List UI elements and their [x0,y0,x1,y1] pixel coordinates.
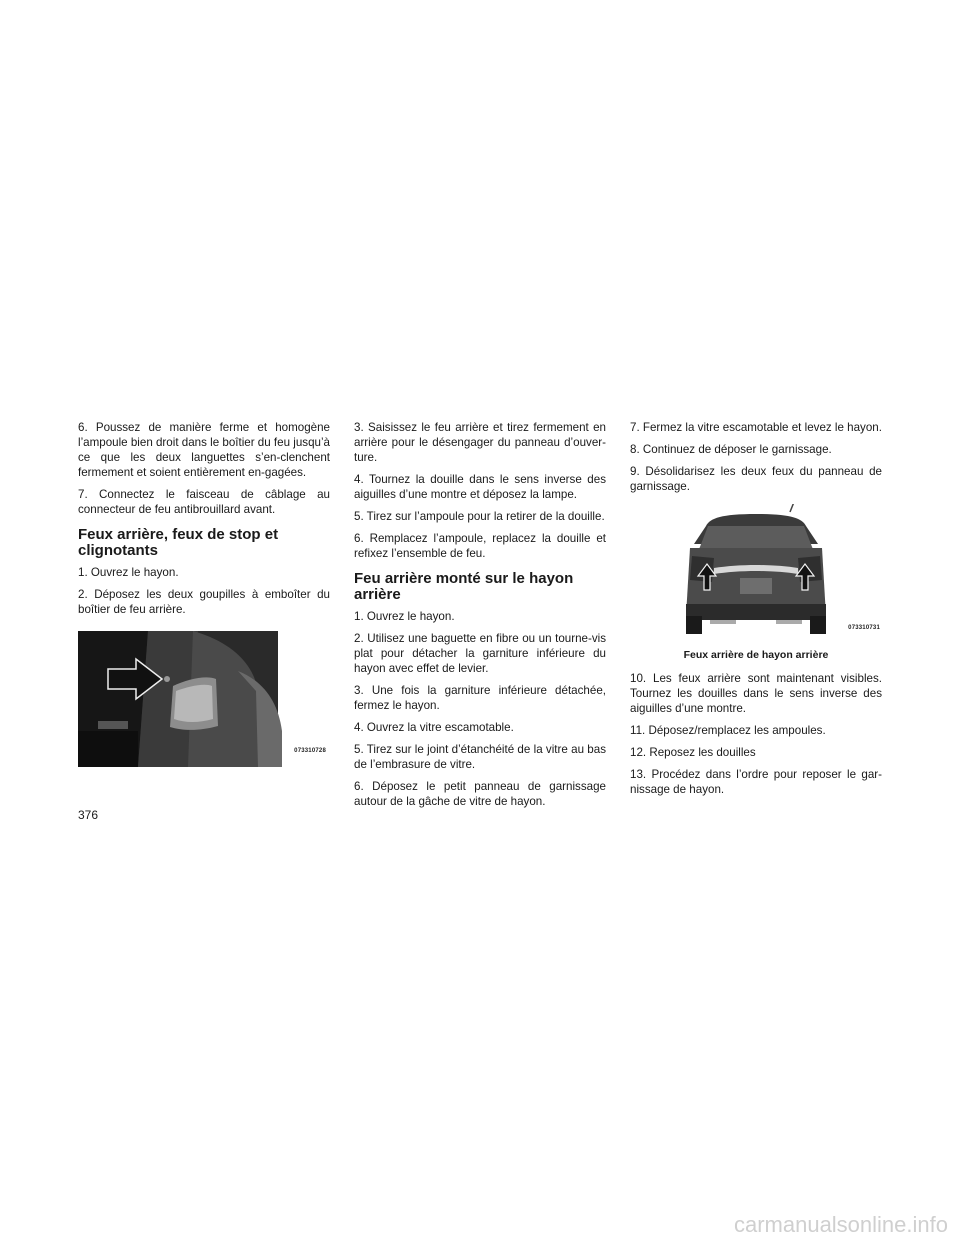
paragraph: 11. Déposez/remplacez les ampoules. [630,724,826,737]
paragraph: 8. Continuez de déposer le garnissage. [630,443,832,456]
figure-code: 073310728 [294,748,326,754]
paragraph: 6. Poussez de manière ferme et homogène l’ampoule bien droit dans le boîtier du feu jusqu’à ce que les deux languettes s’en-clenchent fermement et soient entièrement en-gagées. [78,421,331,479]
paragraph: 12. Reposez les douilles [630,746,756,759]
paragraph: 6. Déposez le petit panneau de garnissage autour de la gâche de vitre de hayon. [354,780,606,808]
paragraph: 7. Fermez la vitre escamotable et levez le hayon. [630,421,882,434]
paragraph: 2. Utilisez une baguette en fibre ou un tourne-vis plat pour détacher la garniture inférieure du hayon avec effet de levier. [354,632,606,675]
paragraph: 9. Désolidarisez les deux feux du panneau de garnissage. [630,465,882,493]
paragraph: 4. Ouvrez la vitre escamotable. [354,721,514,734]
paragraph: 7. Connectez le faisceau de câblage au connecteur de feu antibrouillard avant. [78,488,330,516]
paragraph: 3. Une fois la garniture inférieure détachée, fermez le hayon. [354,684,606,712]
paragraph: 6. Remplacez l’ampoule, replacez la douille et refixez l’ensemble de feu. [354,532,606,560]
paragraph: 5. Tirez sur le joint d’étanchéité de la vitre au bas de l’embrasure de vitre. [354,743,606,771]
rear-vehicle-illustration [630,504,882,642]
paragraph: 5. Tirez sur l’ampoule pour la retirer de la douille. [354,510,605,523]
figure-code: 073310731 [848,625,880,631]
page-number: 376 [78,808,99,822]
column-1 [78,420,330,773]
column-2 [354,420,606,816]
taillight-photo [78,631,330,767]
paragraph: 13. Procédez dans l’ordre pour reposer le gar-nissage de hayon. [630,768,882,796]
taillight-illustration [78,631,330,767]
paragraph: 4. Tournez la douille dans le sens inverse des aiguilles d’une montre et déposez la lampe. [354,473,606,501]
figure-caption: Feux arrière de hayon arrière [683,649,829,661]
paragraph: 2. Déposez les deux goupilles à emboîter du boîtier de feu arrière. [78,588,330,616]
paragraph: 10. Les feux arrière sont maintenant visibles. Tournez les douilles dans le sens inverse des aiguilles d’une montre. [630,672,882,715]
paragraph: 3. Saisissez le feu arrière et tirez fermement en arrière pour le désengager du panneau d’ouver-ture. [354,421,606,464]
section-heading: Feux arrière, feux de stop et clignotants [78,526,279,559]
section-heading: Feu arrière monté sur le hayon arrière [354,570,574,603]
column-3 [630,420,882,804]
paragraph: 1. Ouvrez le hayon. [78,566,179,579]
rear-hatch-photo [630,504,882,642]
watermark: carmanualsonline.info [733,1212,948,1237]
paragraph: 1. Ouvrez le hayon. [354,610,455,623]
